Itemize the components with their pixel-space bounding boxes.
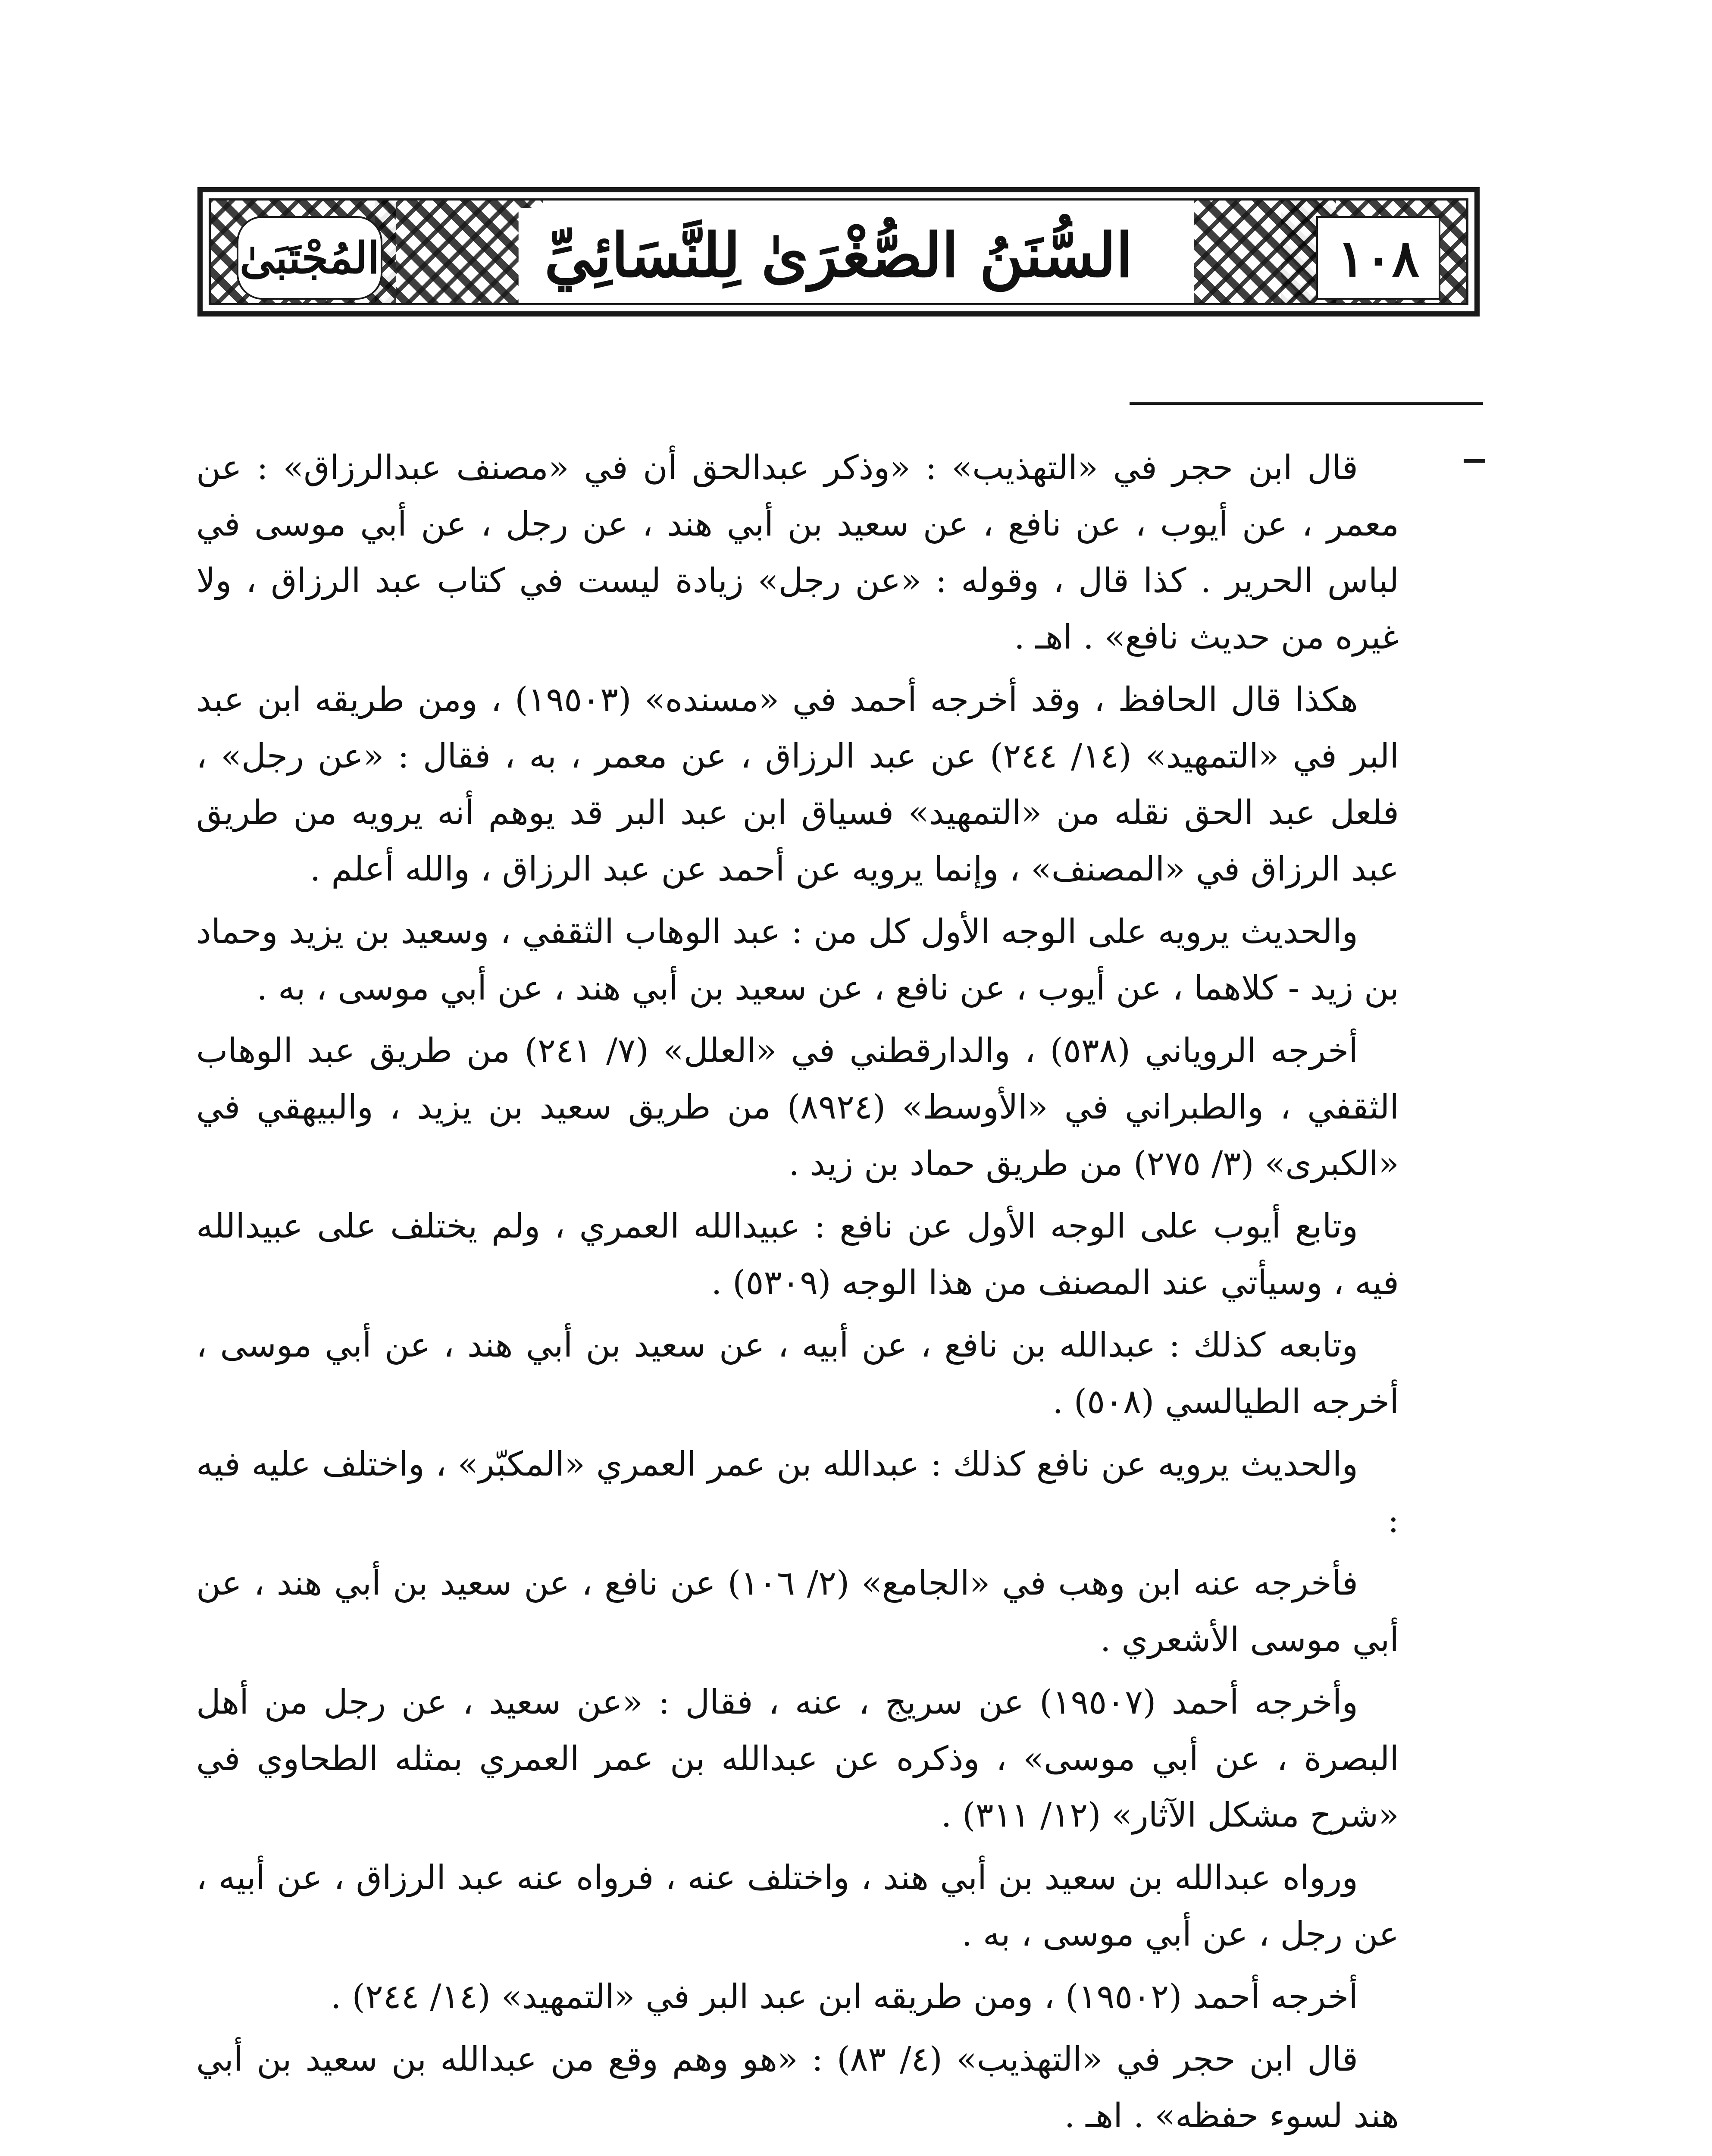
- footnote-paragraph: أخرجه أحمد (١٩٥٠٢) ، ومن طريقه ابن عبد البر في «التمهيد» (١٤/ ٢٤٤) .: [330, 1977, 1358, 2016]
- series-label: المُجْتَبَىٰ: [237, 216, 382, 300]
- footnote-separator-rule: [1130, 402, 1483, 405]
- footnote-paragraph: والحديث يرويه على الوجه الأول كل من : عبد الوهاب الثقفي ، وسعيد بن يزيد وحماد بن زيد - كلاهما ، عن أيوب ، عن نافع ، عن سعيد بن أبي هند ، عن أبي موسى ، به .: [196, 912, 1399, 1008]
- footnote-paragraph: هكذا قال الحافظ ، وقد أخرجه أحمد في «مسنده» (١٩٥٠٣) ، ومن طريقه ابن عبد البر في «التمهيد» (١٤/ ٢٤٤) عن عبد الرزاق ، عن معمر ، به ، فقال : «عن رجل» ، فلعل عبد الحق نقله من «التمهيد» فسياق ابن عبد البر قد يوهم أنه يرويه من طريق عبد الرزاق في «المصنف» ، وإنما يرويه عن أحمد عن عبد الرزاق ، والله أعلم .: [196, 680, 1399, 889]
- footnote-paragraph: وتابع أيوب على الوجه الأول عن نافع : عبيدالله العمري ، ولم يختلف على عبيدالله فيه ، وسيأتي عند المصنف من هذا الوجه (٥٣٠٩) .: [196, 1207, 1399, 1302]
- footnote-paragraph: وأخرجه أحمد (١٩٥٠٧) عن سريج ، عنه ، فقال : «عن سعيد ، عن رجل من أهل البصرة ، عن أبي موسى» ، وذكره عن عبدالله بن عمر العمري بمثله الطحاوي في «شرح مشكل الآثار» (١٢/ ٣١١) .: [196, 1683, 1399, 1835]
- book-title: السُّنَنُ الصُّغْرَىٰ لِلنَّسَائِيِّ: [519, 208, 1159, 303]
- header-ornament-center-right: [1194, 201, 1336, 303]
- running-header: [197, 187, 1480, 317]
- footnote-body: [196, 440, 1399, 2150]
- footnote-paragraph: وتابعه كذلك : عبدالله بن نافع ، عن أبيه ، عن سعيد بن أبي هند ، عن أبي موسى ، أخرجه الطيالسي (٥٠٨) .: [196, 1326, 1399, 1421]
- header-ornamental-border: [209, 198, 1468, 305]
- margin-dash-top: [1464, 459, 1485, 463]
- footnote-paragraph: قال ابن حجر في «التهذيب» (٤/ ٨٣) : «هو وهم وقع من عبدالله بن سعيد بن أبي هند لسوء حفظه» . اهـ .: [196, 2040, 1399, 2135]
- footnote-paragraph: والحديث يرويه عن نافع كذلك : عبدالله بن عمر العمري «المكبّر» ، واختلف عليه فيه :: [196, 1445, 1399, 1540]
- page-number: ١٠٨: [1316, 216, 1440, 300]
- header-ornament-center-left: [375, 201, 543, 303]
- footnote-paragraph: فأخرجه عنه ابن وهب في «الجامع» (٢/ ١٠٦) عن نافع ، عن سعيد بن أبي هند ، عن أبي موسى الأشعري .: [196, 1564, 1399, 1659]
- footnote-paragraph: قال ابن حجر في «التهذيب» : «وذكر عبدالحق أن في «مصنف عبدالرزاق» : عن معمر ، عن أيوب ، عن نافع ، عن سعيد بن أبي هند ، عن رجل ، عن أبي موسى في لباس الحرير . كذا قال ، وقوله : «عن رجل» زيادة ليست في كتاب عبد الرزاق ، ولا غيره من حديث نافع» . اهـ .: [196, 448, 1399, 657]
- footnote-paragraph: ورواه عبدالله بن سعيد بن أبي هند ، واختلف عنه ، فرواه عنه عبد الرزاق ، عن أبيه ، عن رجل ، عن أبي موسى ، به .: [196, 1858, 1399, 1954]
- footnote-paragraph: أخرجه الروياني (٥٣٨) ، والدارقطني في «العلل» (٧/ ٢٤١) من طريق عبد الوهاب الثقفي ، والطبراني في «الأوسط» (٨٩٢٤) من طريق سعيد بن يزيد ، والبيهقي في «الكبرى» (٣/ ٢٧٥) من طريق حماد بن زيد .: [196, 1031, 1399, 1183]
